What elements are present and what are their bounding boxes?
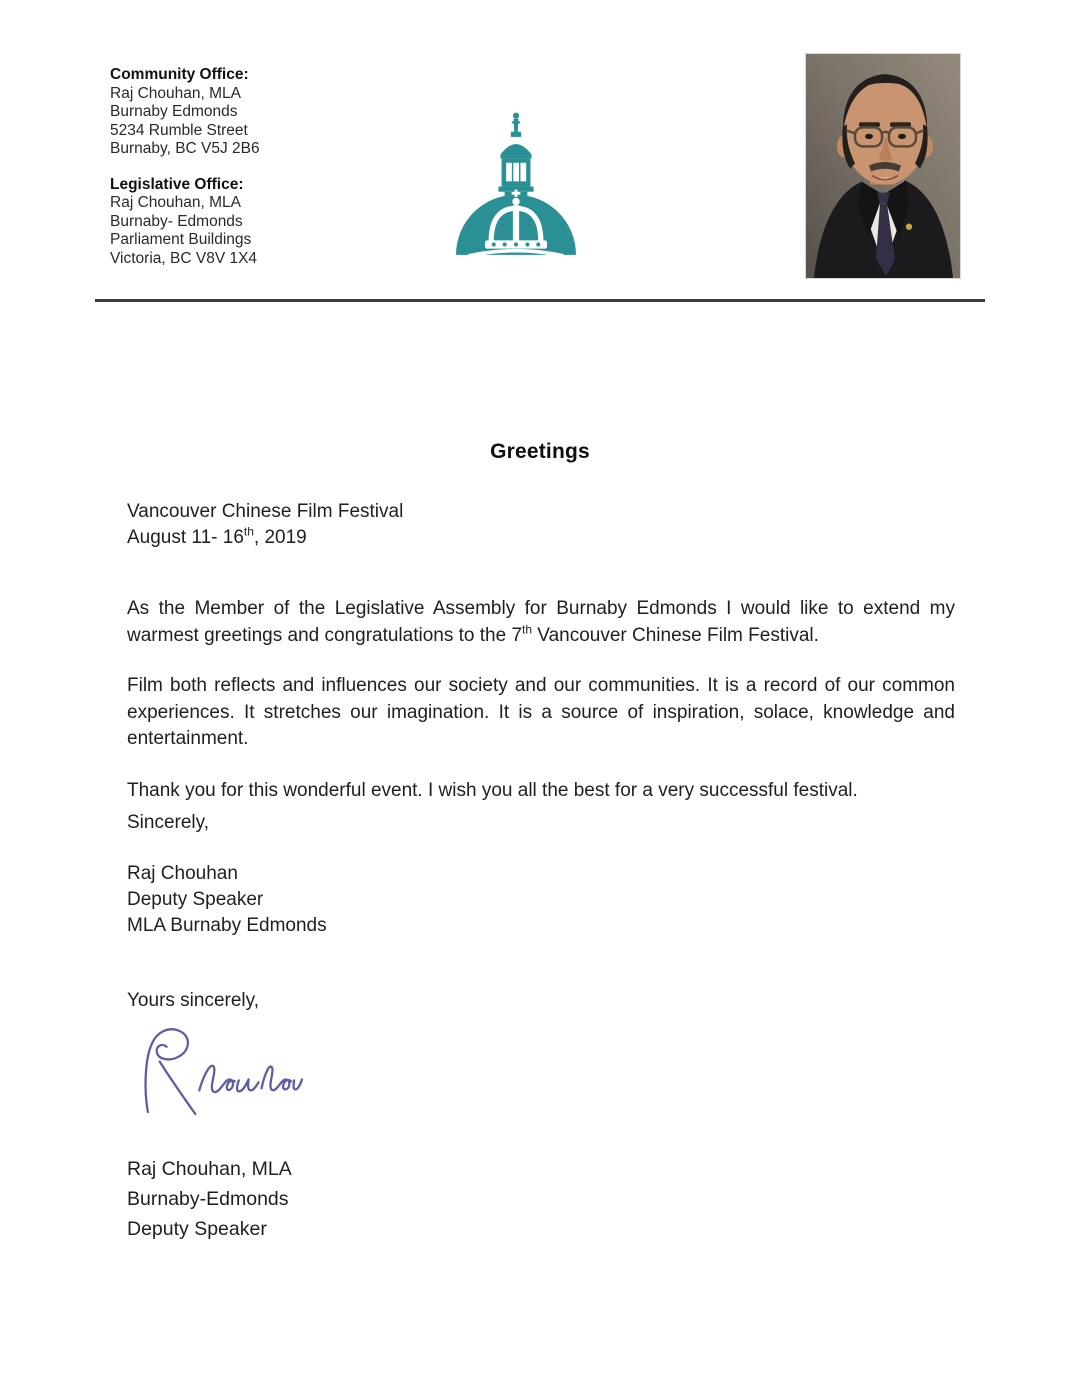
legislative-office-line: Raj Chouhan, MLA	[110, 194, 241, 211]
community-office-line: Raj Chouhan, MLA	[110, 84, 241, 102]
legislative-office-line: Parliament Buildings	[110, 231, 252, 248]
community-office-title: Community Office:	[110, 66, 249, 83]
bottom-signer-role: Deputy Speaker	[127, 1218, 267, 1240]
legislative-office-block	[110, 176, 260, 269]
event-date: August 11- 16th, 2019	[127, 524, 307, 548]
bottom-signer-block	[127, 1154, 955, 1244]
recipient-block	[127, 499, 955, 551]
community-office-line: Burnaby, BC V5J 2B6	[110, 140, 260, 157]
bottom-signer-riding: Burnaby-Edmonds	[127, 1188, 289, 1210]
signature-raj-chouhan	[136, 1024, 304, 1120]
paragraph-greeting: As the Member of the Legislative Assembly for Burnaby Edmonds I would like to extend my warmest greetings and congratulations to the 7th Vancouver Chinese Film Festival.	[127, 598, 955, 646]
legislative-office-line: Burnaby- Edmonds	[110, 212, 243, 230]
address-block	[110, 66, 260, 285]
signer-block	[127, 861, 955, 939]
signer-riding: MLA Burnaby Edmonds	[127, 915, 327, 936]
signer-role: Deputy Speaker	[127, 889, 264, 910]
letter-title: Greetings	[490, 440, 590, 463]
signer-name: Raj Chouhan	[127, 863, 238, 884]
closing-yours-sincerely: Yours sincerely,	[127, 990, 260, 1011]
community-office-line: 5234 Rumble Street	[110, 121, 248, 139]
recipient-name: Vancouver Chinese Film Festival	[127, 501, 404, 522]
header-divider	[95, 299, 985, 302]
community-office-line: Burnaby Edmonds	[110, 103, 238, 120]
community-office-block	[110, 66, 260, 159]
legislative-office-title: Legislative Office:	[110, 175, 244, 193]
paragraph-thanks: Thank you for this wonderful event. I wish you all the best for a very successful festival.	[127, 780, 858, 801]
legislative-office-line: Victoria, BC V8V 1X4	[110, 249, 258, 267]
closing-sincerely: Sincerely,	[127, 812, 210, 833]
bc-legislature-dome-logo-icon	[452, 110, 580, 260]
paragraph-film: Film both reflects and influences our society and our communities. It is a record of our common experiences. It stretches our imagination. It is a source of inspiration, solace, knowledge and entertainment.	[127, 675, 955, 749]
raj-chouhan-portrait-photo	[806, 54, 960, 278]
bottom-signer-name: Raj Chouhan, MLA	[127, 1158, 292, 1180]
